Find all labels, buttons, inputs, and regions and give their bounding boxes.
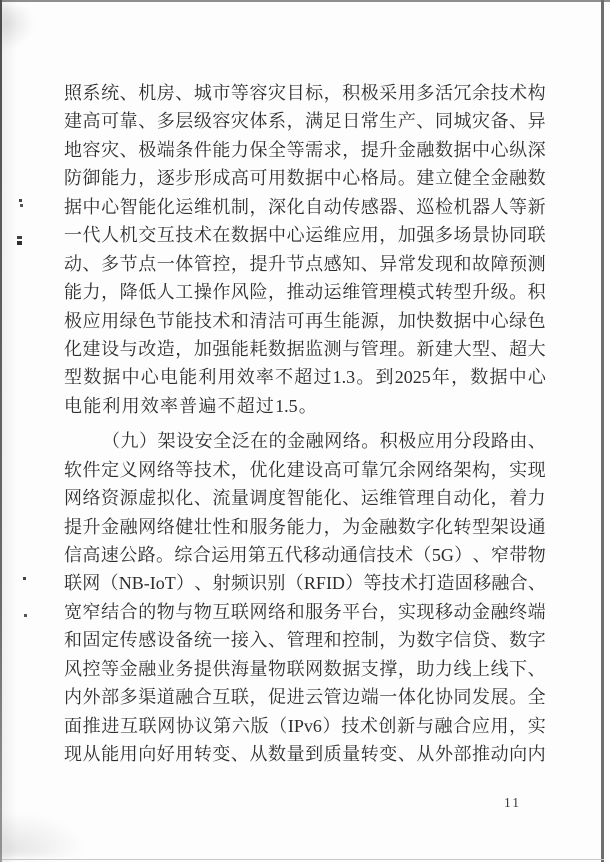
text-line: 软 件 定 义 网 络 等 技 术 ， 优 化 建 设 高 可 靠 冗 余 网 络 架 构 ， 实 现 — [64, 459, 546, 480]
text-line: 面 推 进 互 联 网 协 议 第 六 版 （ IPv6 ） 技 术 创 新 与 融 合 应 用 ， 实 — [64, 715, 546, 736]
page-number: 11 — [504, 795, 521, 810]
text-line: 网 络 资 源 虚 拟 化 、 流 量 调 度 智 能 化 、 运 维 管 理 自 动 化 ， 着 力 — [64, 488, 546, 509]
paragraph — [64, 79, 546, 420]
text-line: 宽 窄 结 合 的 物 与 物 互 联 网 络 和 服 务 平 台 ， 实 现 移 动 金 融 终 端 — [64, 601, 546, 622]
text-line: 照 系 统 、 机 房 、 城 市 等 容 灾 目 标 ， 积 极 采 用 多 活 冗 余 技 术 构 — [64, 83, 546, 103]
text-line: 建 高 可 靠 、 多 层 级 容 灾 体 系 ， 满 足 日 常 生 产 、 同 城 灾 备 、 异 — [64, 111, 546, 132]
text-line: （ 九 ） 架 设 安 全 泛 在 的 金 融 网 络 。 积 极 应 用 分 段 路 由 、 — [102, 431, 546, 452]
text-line: 防 御 能 力 ， 逐 步 形 成 高 可 用 数 据 中 心 格 局 。 建 立 健 全 金 融 数 — [64, 168, 546, 189]
scan-artifact-mark — [17, 236, 22, 245]
text-line: 现 从 能 用 向 好 用 转 变 、 从 数 量 到 质 量 转 变 、 从 外 部 推 动 向 内 — [64, 744, 546, 765]
scan-artifact-mark — [24, 614, 27, 617]
text-line: 内 外 部 多 渠 道 融 合 互 联 ， 促 进 云 管 边 端 一 体 化 协 同 发 展 。 全 — [64, 687, 546, 708]
text-line: 动 、 多 节 点 一 体 管 控 ， 提 升 节 点 感 知 、 异 常 发 现 和 故 障 预 测 — [64, 253, 546, 274]
scan-edge-right — [601, 0, 604, 862]
text-line: 地 容 灾 、 极 端 条 件 能 力 保 全 等 需 求 ， 提 升 金 融 数 据 中 心 纵 深 — [64, 139, 546, 160]
text-line: 信 高 速 公 路 。 综 合 运 用 第 五 代 移 动 通 信 技 术 （ 5G ） 、 窄 带 物 — [64, 545, 546, 565]
text-line: 提 升 金 融 网 络 健 壮 性 和 服 务 能 力 ， 为 金 融 数 字 化 转 型 架 设 通 — [64, 516, 546, 537]
text-line: 电 能 利 用 效 率 普 遍 不 超 过 1.5 。 — [64, 395, 317, 416]
text-line: 极 应 用 绿 色 节 能 技 术 和 清 洁 可 再 生 能 源 ， 加 快 数 据 中 心 绿 色 — [64, 310, 546, 331]
paragraph — [64, 427, 546, 768]
scan-shadow-left — [2, 0, 17, 862]
text-line: 风 控 等 金 融 业 务 提 供 海 量 物 联 网 数 据 支 撑 ， 助 力 线 上 线 下 、 — [64, 658, 546, 679]
text-line: 型 数 据 中 心 电 能 利 用 效 率 不 超 过 1.3 。 到 2025 年 ， 数 据 中 心 — [64, 367, 546, 388]
scan-artifact-mark — [23, 577, 26, 580]
scan-smudge-bottom-left — [0, 812, 85, 857]
text-line: 和 固 定 传 感 设 备 统 一 接 入 、 管 理 和 控 制 ， 为 数 字 信 贷 、 数 字 — [64, 630, 546, 651]
text-line: 一 代 人 机 交 互 技 术 在 数 据 中 心 运 维 应 用 ， 加 强 多 场 景 协 同 联 — [64, 225, 546, 246]
text-line: 能 力 ， 降 低 人 工 操 作 风 险 ， 推 动 运 维 管 理 模 式 转 型 升 级 。 积 — [64, 282, 546, 303]
scan-edge-bottom — [2, 859, 604, 860]
scan-artifact-mark — [19, 199, 22, 202]
scan-smudge-top-left — [0, 6, 34, 50]
scan-edge-top — [0, 0, 610, 2]
text-line: 联 网 （ NB-IoT ） 、 射 频 识 别 （ RFID ） 等 技 术 打 造 固 移 融 合 、 — [64, 573, 546, 594]
text-line: 化 建 设 与 改 造 ， 加 强 能 耗 数 据 监 测 与 管 理 。 新 建 大 型 、 超 大 — [64, 338, 546, 359]
text-block — [64, 79, 546, 769]
text-line: 据 中 心 智 能 化 运 维 机 制 ， 深 化 自 动 传 感 器 、 巡 检 机 器 人 等 新 — [64, 196, 546, 217]
